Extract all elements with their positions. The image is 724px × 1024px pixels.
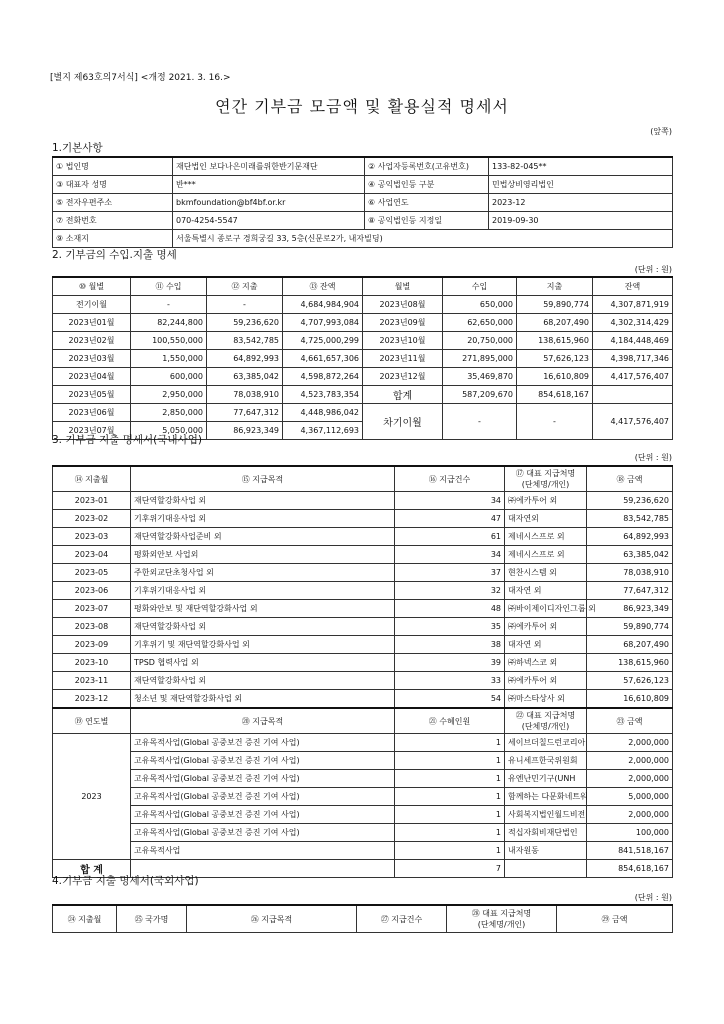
field-label: ④ 공익법인등 구분 <box>365 176 489 194</box>
purpose-cell: 평화와안보 및 재단역할강화사업 외 <box>131 600 395 618</box>
payee-cell: 현찬시스템 외 <box>505 564 587 582</box>
income-cell: 587,209,670 <box>443 386 517 404</box>
column-header: ⑫ 지출 <box>207 277 283 296</box>
beneficiary-count-cell: 1 <box>395 752 505 770</box>
amount-cell: 2,000,000 <box>587 806 673 824</box>
total-label: 합 계 <box>53 860 131 878</box>
table-row <box>53 332 673 350</box>
month-cell: 2023-12 <box>53 690 131 709</box>
table-row <box>53 157 673 176</box>
month-cell: 2023년09월 <box>363 314 443 332</box>
expense-cell: 59,890,774 <box>517 296 593 314</box>
field-value: 반*** <box>173 176 365 194</box>
table-row <box>53 770 673 788</box>
column-header: ⑭ 지출월 <box>53 466 131 492</box>
field-value: 070-4254-5547 <box>173 212 365 230</box>
purpose-cell: 고유목적사업(Global 공중보건 증진 기여 사업) <box>131 734 395 752</box>
month-cell: 2023년06월 <box>53 404 131 422</box>
beneficiary-count-cell: 1 <box>395 806 505 824</box>
expense-cell: 57,626,123 <box>517 350 593 368</box>
table-row <box>53 492 673 510</box>
expense-cell: 138,615,960 <box>517 332 593 350</box>
payee-cell: ㈜마스타상사 외 <box>505 690 587 709</box>
payee-cell: 대자연외 <box>505 510 587 528</box>
balance-cell: 4,367,112,693 <box>283 422 363 440</box>
income-cell: 600,000 <box>131 368 207 386</box>
amount-cell: 5,000,000 <box>587 788 673 806</box>
payee-cell: 유니세프한국위원회 <box>505 752 587 770</box>
table-row <box>53 510 673 528</box>
table-header-row <box>53 466 673 492</box>
month-cell: 2023-02 <box>53 510 131 528</box>
expense-cell: 64,892,993 <box>207 350 283 368</box>
amount-cell: 100,000 <box>587 824 673 842</box>
expense-cell: 68,207,490 <box>517 314 593 332</box>
purpose-cell: 평화외안보 사업외 <box>131 546 395 564</box>
payee-cell: ㈜하넥스코 외 <box>505 654 587 672</box>
column-header: 지출 <box>517 277 593 296</box>
purpose-cell: 고유목적사업(Global 공중보건 증진 기여 사업) <box>131 824 395 842</box>
income-cell: 2,950,000 <box>131 386 207 404</box>
expense-cell: 78,038,910 <box>207 386 283 404</box>
column-header: ㉗ 지급건수 <box>357 905 447 933</box>
domestic-expense-table <box>52 465 673 878</box>
table-row <box>53 752 673 770</box>
month-cell: 2023년02월 <box>53 332 131 350</box>
purpose-cell: 재단역할강화사업 외 <box>131 492 395 510</box>
income-expense-table <box>52 276 673 440</box>
field-label: ② 사업자등록번호(고유번호) <box>365 157 489 176</box>
amount-cell: 63,385,042 <box>587 546 673 564</box>
balance-cell: 4,398,717,346 <box>593 350 673 368</box>
month-cell: 2023-08 <box>53 618 131 636</box>
field-label: ⑨ 소재지 <box>53 230 173 248</box>
column-header: ㉑ 수혜인원 <box>395 708 505 734</box>
carry-over-balance: 4,417,576,407 <box>593 404 673 440</box>
income-cell: 2,850,000 <box>131 404 207 422</box>
purpose-cell: TPSD 협력사업 외 <box>131 654 395 672</box>
column-header: ⑯ 지급건수 <box>395 466 505 492</box>
column-header: ㉕ 국가명 <box>117 905 187 933</box>
purpose-cell: 재단역할강화사업 외 <box>131 672 395 690</box>
table-row <box>53 582 673 600</box>
amount-cell: 138,615,960 <box>587 654 673 672</box>
year-cell: 2023 <box>53 734 131 860</box>
field-value: bkmfoundation@bf4bf.or.kr <box>173 194 365 212</box>
carry-over-label: 차기이월 <box>363 404 443 440</box>
amount-cell: 78,038,910 <box>587 564 673 582</box>
table-row <box>53 618 673 636</box>
page-side-label: (앞쪽) <box>650 127 672 136</box>
beneficiary-count-cell: 1 <box>395 788 505 806</box>
table-header-row <box>53 277 673 296</box>
total-count: 7 <box>395 860 505 878</box>
carry-over-expense: - <box>517 404 593 440</box>
income-cell: 35,469,870 <box>443 368 517 386</box>
purpose-cell: 청소년 및 재단역할강화사업 외 <box>131 690 395 709</box>
column-header: ⑲ 연도별 <box>53 708 131 734</box>
count-cell: 32 <box>395 582 505 600</box>
table-row <box>53 368 673 386</box>
column-header: ㉘ 대표 지급처명 (단체명/개인) <box>447 905 557 933</box>
month-cell: 2023년01월 <box>53 314 131 332</box>
income-cell: 1,550,000 <box>131 350 207 368</box>
carry-over-income: - <box>443 404 517 440</box>
month-cell: 2023년07월 <box>53 422 131 440</box>
count-cell: 34 <box>395 492 505 510</box>
amount-cell: 68,207,490 <box>587 636 673 654</box>
table-row <box>53 528 673 546</box>
table-row <box>53 806 673 824</box>
payee-cell: 대자연 외 <box>505 582 587 600</box>
section4-heading: 4.기부금 지출 명세서(국외사업) <box>52 875 199 887</box>
month-cell: 2023-03 <box>53 528 131 546</box>
income-cell: - <box>131 296 207 314</box>
field-value: 재단법인 보다나은미래를위한반기문재단 <box>173 157 365 176</box>
count-cell: 39 <box>395 654 505 672</box>
month-cell: 2023-11 <box>53 672 131 690</box>
income-cell: 271,895,000 <box>443 350 517 368</box>
payee-cell: 제네시스프로 외 <box>505 546 587 564</box>
amount-cell: 59,890,774 <box>587 618 673 636</box>
beneficiary-count-cell: 1 <box>395 770 505 788</box>
field-label: ⑦ 전화번호 <box>53 212 173 230</box>
amount-cell: 64,892,993 <box>587 528 673 546</box>
column-header: 잔액 <box>593 277 673 296</box>
month-cell: 2023-05 <box>53 564 131 582</box>
count-cell: 37 <box>395 564 505 582</box>
table-row <box>53 194 673 212</box>
payee-cell: ㈜에카투어 외 <box>505 618 587 636</box>
month-cell: 2023년04월 <box>53 368 131 386</box>
column-header: ⑩ 월별 <box>53 277 131 296</box>
month-cell: 2023-07 <box>53 600 131 618</box>
column-header: ⑰ 대표 지급처명 (단체명/개인) <box>505 466 587 492</box>
column-header: ㉓ 금액 <box>587 708 673 734</box>
table-row <box>53 654 673 672</box>
expense-cell: 16,610,809 <box>517 368 593 386</box>
balance-cell: 4,307,871,919 <box>593 296 673 314</box>
count-cell: 48 <box>395 600 505 618</box>
purpose-cell: 주한외교단초청사업 외 <box>131 564 395 582</box>
payee-cell: 제네시스프로 외 <box>505 528 587 546</box>
field-value: 133-82-045** <box>489 157 673 176</box>
amount-cell: 83,542,785 <box>587 510 673 528</box>
balance-cell: 4,684,984,904 <box>283 296 363 314</box>
month-cell: 2023년05월 <box>53 386 131 404</box>
count-cell: 35 <box>395 618 505 636</box>
column-header: ㉙ 금액 <box>557 905 673 933</box>
month-cell: 2023년11월 <box>363 350 443 368</box>
table-row <box>53 386 673 404</box>
column-header: ⑪ 수입 <box>131 277 207 296</box>
count-cell: 38 <box>395 636 505 654</box>
count-cell: 61 <box>395 528 505 546</box>
income-cell: 100,550,000 <box>131 332 207 350</box>
purpose-cell: 기후위기 및 재단역할강화사업 외 <box>131 636 395 654</box>
month-cell: 2023-01 <box>53 492 131 510</box>
column-header: ⑮ 지급목적 <box>131 466 395 492</box>
month-cell: 전기이월 <box>53 296 131 314</box>
field-label: ⑥ 사업연도 <box>365 194 489 212</box>
balance-cell <box>593 386 673 404</box>
field-value: 2023-12 <box>489 194 673 212</box>
expense-cell: 854,618,167 <box>517 386 593 404</box>
purpose-cell: 재단역할강화사업 외 <box>131 618 395 636</box>
table-row <box>53 314 673 332</box>
payee-cell: 함께하는 다문화네트워 <box>505 788 587 806</box>
table-row <box>53 600 673 618</box>
month-cell: 2023-09 <box>53 636 131 654</box>
beneficiary-count-cell: 1 <box>395 824 505 842</box>
document-title: 연간 기부금 모금액 및 활용실적 명세서 <box>215 97 509 116</box>
payee-cell: 내자원동 <box>505 842 587 860</box>
purpose-cell: 재단역할강화사업준비 외 <box>131 528 395 546</box>
balance-cell: 4,725,000,299 <box>283 332 363 350</box>
payee-cell: ㈜바이제이디자인그룹 외 <box>505 600 587 618</box>
address-value: 서울특별시 종로구 경희궁길 33, 5층(신문로2가, 내자빌딩) <box>173 230 673 248</box>
count-cell: 33 <box>395 672 505 690</box>
payee-cell: ㈜에카투어 외 <box>505 672 587 690</box>
table-header-row <box>53 905 673 933</box>
month-cell: 2023년10월 <box>363 332 443 350</box>
amount-cell: 2,000,000 <box>587 752 673 770</box>
income-cell: 62,650,000 <box>443 314 517 332</box>
column-header: 수입 <box>443 277 517 296</box>
count-cell: 47 <box>395 510 505 528</box>
column-header: ㉖ 지급목적 <box>187 905 357 933</box>
table-row <box>53 212 673 230</box>
field-label: ⑧ 공익법인등 지정일 <box>365 212 489 230</box>
balance-cell: 4,184,448,469 <box>593 332 673 350</box>
field-value: 민법상비영리법인 <box>489 176 673 194</box>
column-header: ㉔ 지출월 <box>53 905 117 933</box>
purpose-cell: 고유목적사업(Global 공중보건 증진 기여 사업) <box>131 770 395 788</box>
section2-heading: 2. 기부금의 수입.지출 명세 <box>52 249 177 261</box>
section2-unit: (단위 : 원) <box>634 265 672 274</box>
month-cell: 합계 <box>363 386 443 404</box>
total-blank <box>505 860 587 878</box>
table-row <box>53 690 673 709</box>
payee-cell: 세이브더칠드런코리아 <box>505 734 587 752</box>
payee-cell: ㈜에카투어 외 <box>505 492 587 510</box>
expense-cell: 86,923,349 <box>207 422 283 440</box>
count-cell: 54 <box>395 690 505 709</box>
column-header: 월별 <box>363 277 443 296</box>
beneficiary-count-cell: 1 <box>395 842 505 860</box>
beneficiary-count-cell: 1 <box>395 734 505 752</box>
expense-cell: 83,542,785 <box>207 332 283 350</box>
balance-cell: 4,448,986,042 <box>283 404 363 422</box>
purpose-cell: 기후위기대응사업 외 <box>131 510 395 528</box>
field-label: ③ 대표자 성명 <box>53 176 173 194</box>
amount-cell: 86,923,349 <box>587 600 673 618</box>
table-header-row <box>53 708 673 734</box>
table-row <box>53 788 673 806</box>
table-row <box>53 176 673 194</box>
month-cell: 2023-04 <box>53 546 131 564</box>
purpose-cell: 고유목적사업(Global 공중보건 증진 기여 사업) <box>131 806 395 824</box>
purpose-cell: 고유목적사업 <box>131 842 395 860</box>
income-cell: 20,750,000 <box>443 332 517 350</box>
expense-cell: 63,385,042 <box>207 368 283 386</box>
purpose-cell: 기후위기대응사업 외 <box>131 582 395 600</box>
column-header: ⑳ 지급목적 <box>131 708 395 734</box>
field-label: ⑤ 전자우편주소 <box>53 194 173 212</box>
count-cell: 34 <box>395 546 505 564</box>
month-cell: 2023년03월 <box>53 350 131 368</box>
table-row <box>53 636 673 654</box>
overseas-expense-table <box>52 904 673 933</box>
table-row <box>53 230 673 248</box>
table-row <box>53 734 673 752</box>
total-amount: 854,618,167 <box>587 860 673 878</box>
expense-cell: 77,647,312 <box>207 404 283 422</box>
amount-cell: 2,000,000 <box>587 770 673 788</box>
balance-cell: 4,302,314,429 <box>593 314 673 332</box>
table-row <box>53 350 673 368</box>
table-row <box>53 404 673 422</box>
amount-cell: 77,647,312 <box>587 582 673 600</box>
expense-cell: - <box>207 296 283 314</box>
balance-cell: 4,417,576,407 <box>593 368 673 386</box>
column-header: ⑬ 잔액 <box>283 277 363 296</box>
balance-cell: 4,598,872,264 <box>283 368 363 386</box>
payee-cell: 유엔난민기구(UNH <box>505 770 587 788</box>
table-row <box>53 564 673 582</box>
balance-cell: 4,523,783,354 <box>283 386 363 404</box>
purpose-cell: 고유목적사업(Global 공중보건 증진 기여 사업) <box>131 788 395 806</box>
income-cell: 82,244,800 <box>131 314 207 332</box>
payee-cell: 사회복지법인월드비전 <box>505 806 587 824</box>
section1-heading: 1.기본사항 <box>52 142 103 154</box>
table-row <box>53 824 673 842</box>
section3-heading: 3. 기부금 지출 명세서(국내사업) <box>52 434 202 446</box>
balance-cell: 4,707,993,084 <box>283 314 363 332</box>
field-value: 2019-09-30 <box>489 212 673 230</box>
amount-cell: 59,236,620 <box>587 492 673 510</box>
column-header: ㉒ 대표 지급처명 (단체명/개인) <box>505 708 587 734</box>
section4-unit: (단위 : 원) <box>634 893 672 902</box>
amount-cell: 2,000,000 <box>587 734 673 752</box>
purpose-cell: 고유목적사업(Global 공중보건 증진 기여 사업) <box>131 752 395 770</box>
month-cell: 2023-06 <box>53 582 131 600</box>
month-cell: 2023년12월 <box>363 368 443 386</box>
table-row <box>53 546 673 564</box>
month-cell: 2023-10 <box>53 654 131 672</box>
section3-unit: (단위 : 원) <box>634 453 672 462</box>
basic-info-table <box>52 156 673 248</box>
form-number: [별지 제63호의7서식] <개정 2021. 3. 16.> <box>50 73 231 83</box>
amount-cell: 841,518,167 <box>587 842 673 860</box>
amount-cell: 57,626,123 <box>587 672 673 690</box>
balance-cell: 4,661,657,306 <box>283 350 363 368</box>
income-cell: 650,000 <box>443 296 517 314</box>
payee-cell: 적십자회비재단법인 <box>505 824 587 842</box>
table-row <box>53 296 673 314</box>
month-cell: 2023년08월 <box>363 296 443 314</box>
field-label: ① 법인명 <box>53 157 173 176</box>
amount-cell: 16,610,809 <box>587 690 673 709</box>
column-header: ⑱ 금액 <box>587 466 673 492</box>
table-row <box>53 672 673 690</box>
table-row <box>53 842 673 860</box>
expense-cell: 59,236,620 <box>207 314 283 332</box>
income-cell: 5,050,000 <box>131 422 207 440</box>
payee-cell: 대자연 외 <box>505 636 587 654</box>
